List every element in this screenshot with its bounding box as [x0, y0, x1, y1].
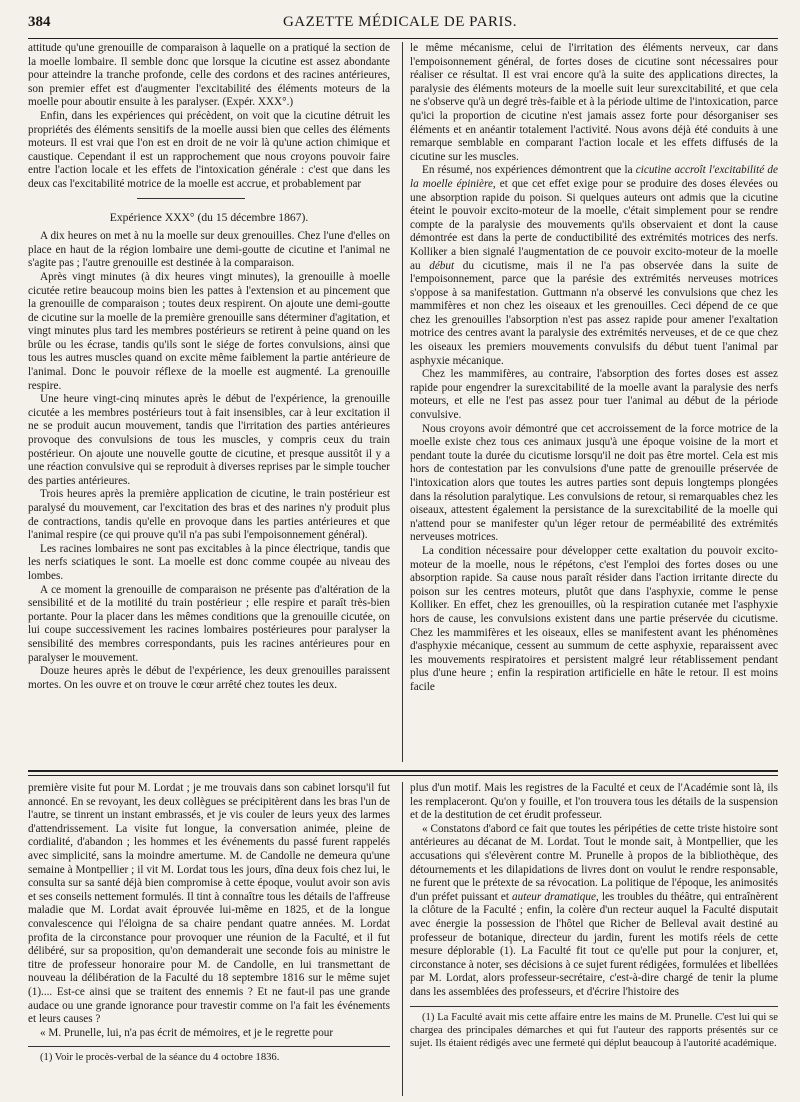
top-left-column [28, 42, 390, 762]
column-rule [402, 42, 403, 762]
paragraph: première visite fut pour M. Lordat ; je me trouvais dans son cabinet lorsqu'il fut annoncé. En se revoyant, les deux collègues se précipitèrent dans les bras l'un de l'autre, se tinrent un instant embrassés, et je vis couler de leurs yeux des larmes d'attendrissement. La visite fut longue, la conversation animée, pleine de cordialité, d'abandon ; les hommes et les événements du passé furent rappelés avec simplicité, sans la moindre amertume. M. de Candolle ne demeura qu'une semaine à Montpellier ; il vit M. Lordat tous les jours, dîna deux fois chez lui, le consulta sur sa santé déjà bien compromise à cette époque, voulut avoir son avis et ses conseils nettement formulés. Il tint à connaître tous les détails de l'affreuse maladie que M. Lordat avait éprouvée lui-même en 1825, et de la longue convalescence qui l'éloigna de sa chaire pendant quatre années. M. Lordat profita de la circonstance pour provoquer une réunion de la Faculté, et il fut délibéré, sur sa proposition, qu'on demanderait une seconde fois au ministre le titre de professeur honoraire pour M. de Candolle, en lui transmettant de nouveau la délibération de la Faculté du 18 septembre 1816 sur le même sujet (1).... Est-ce ainsi que se traitent des ennemis ? Et ne faut-il pas une grande audace ou une grande ignorance pour travestir comme on l'a fait les événements et leurs causes ? [28, 782, 390, 1026]
page-header [28, 14, 772, 36]
paragraph [410, 823, 778, 1000]
paragraph: Une heure vingt-cinq minutes après le début de l'expérience, la grenouille cicutée a les membres postérieurs tout à fait insensibles, car à leur excitation il ne se produit aucun mouvement, tandis que l'irritation des parties antérieures provoque des convulsions de tous les muscles, y compris ceux du train postérieur. On ajoute une nouvelle goutte de cicutine, et presque aussitôt il y a une réaction convulsive qui se reproduit à diverses reprises par le simple toucher des parties antérieures. [28, 393, 390, 487]
footnote: (1) La Faculté avait mis cette affaire entre les mains de M. Prunelle. C'est lui qui se chargea des principales démarches et qui fut l'auteur des rapports présentés sur ce sujet. Ils étaient rédigés avec une fermeté qui déplut beaucoup à l'autorité académique. [410, 1011, 778, 1049]
footnote: (1) Voir le procès-verbal de la séance du 4 octobre 1836. [40, 1052, 280, 1064]
paragraph: La condition nécessaire pour développer cette exaltation du pouvoir excito-moteur de la moelle, nous le répétons, c'est l'emploi des fortes doses ou une absorption rapide. Sa cause nous paraît résider dans l'action irritante directe du poison sur les centres moteurs, plutôt que dans l'asphyxie, comme le pense Kolliker. En effet, chez les grenouilles, où la respiration cutanée met l'asphyxie hors de cause, les convulsions existent dans une partie préservée du cicutisme. Chez les mammifères et les oiseaux, elles se manifestent avant les phénomènes d'asphyxie mécanique, cessent au summum de cette asphyxie, reparaissent avec les mouvements respiratoires et persistent malgré leur rétablissement pendant plus d'une heure ; enfin la respiration artificielle en hâte le retour. Il est moins facile [410, 544, 778, 693]
page-number: 384 [28, 14, 51, 30]
emphasis: cicutine accroît l'excitabilité de la moelle épinière [410, 164, 778, 190]
footnote-rule [410, 1006, 778, 1007]
text-run: , les troubles du théâtre, qui entraînèrent la clôture de la Faculté ; enfin, la colère d'un recteur auquel la Faculté disputait avec énergie la possession de l'hôtel que Richer de Belleval avait destiné au professeur de botanique, directeur du jardin, furent les motifs réels de cette mesure déplorable (1). La Faculté fit tout ce qu'elle put pour la conjurer, et, circonstance à noter, ses décisions à ce sujet furent rédigées, formulées et libellées par M. Lordat, alors professeur-secrétaire, c'est-à-dire chargé de tenir la plume dans les assemblées des professeurs, et d'écrire l'histoire des [410, 890, 778, 998]
section-divider [137, 198, 246, 199]
paragraph: Enfin, dans les expériences qui précèdent, on voit que la cicutine détruit les propriétés des éléments sensitifs de la moelle aussi bien que celles des éléments moteurs. Il est vrai que l'on est en droit de ne voir là qu'une action chimique et caustique. Cependant il est un rapprochement que nous croyons pouvoir faire entre l'action locale et les effets de l'intoxication générale : c'est que dans les deux cas l'excitabilité motrice de la moelle est accrue, et probablement par [28, 109, 390, 190]
paragraph: Après vingt minutes (à dix heures vingt minutes), la grenouille à moelle cicutée retire beaucoup moins bien les pattes à l'extension et au pincement que la grenouille de comparaison ; toutes deux respirent. On ajoute une demi-goutte de cicutine sur la moelle de la première grenouille sans déterminer d'agitation, et vingt minutes plus tard les membres postérieurs se retirent à peine quand on les brûle ou les écrase, tandis qu'ils sont le siége de fortes convulsions, ainsi que tous les autres muscles quand on excite même faiblement la partie antérieure de l'animal. Donc le pouvoir réflexe de la moelle est augmenté. La grenouille respire. [28, 270, 390, 392]
experiment-heading: Expérience XXX° (du 15 décembre 1867). [109, 210, 309, 224]
text-run: du cicutisme, mais il ne l'a pas observée dans la suite de l'empoisonnement, parce que la parésie des extrémités nerveuses motrices s'oppose à sa manifestation. Guttmann n'a observé les convulsions que chez les mammifères et non chez les oiseaux et les grenouilles. Ceci dépend de ce que chez les grenouilles l'absorption n'est pas assez rapide pour amener l'exaltation motrice des centres avant la paralysie des extrémités nerveuses, et de ce que chez les oiseaux les premiers mouvements convulsifs du début tuent l'animal par asphyxie mécanique. [410, 259, 778, 367]
paragraph: Douze heures après le début de l'expérience, les deux grenouilles paraissent mortes. On les ouvre et on trouve le cœur arrêté chez toutes les deux. [28, 665, 390, 691]
paragraph [410, 164, 778, 368]
emphasis: auteur dramatique [512, 890, 596, 903]
bottom-left-column [28, 782, 390, 1096]
text-run: En résumé, nos expériences démontrent que la [422, 164, 636, 177]
paragraph: A ce moment la grenouille de comparaison ne présente pas d'altération de la sensibilité et de la motilité du train postérieur ; elle respire et paraît très-bien portante. Pour la placer dans les mêmes conditions que la grenouille cicutée, on lui coupe successivement les racines lombaires postérieures pour paralyser la sensibilité des membres correspondants, puis les racines antérieures pour en paralyser le mouvement. [28, 583, 390, 664]
paragraph: Nous croyons avoir démontré que cet accroissement de la force motrice de la moelle existe chez tous ces animaux jusqu'à une époque voisine de la mort et pendant toute la durée du cicutisme lorsqu'il ne doit pas être mortel. Cela est mis hors de contestation par les convulsions d'une patte de grenouille préservée de l'intoxication alors que toutes les autres parties sont depuis longtemps plongées dans la résolution paralytique. Les convulsions de retour, si remarquables chez les oiseaux, attestent également la persistance de la surexcitabilité de la moelle qui n'attend pour se manifester qu'un léger retour de perméabilité des extrémités nerveuses motrices. [410, 422, 778, 544]
paragraph: A dix heures on met à nu la moelle sur deux grenouilles. Chez l'une d'elles on place en haut de la région lombaire une demi-goutte de cicutine et l'animal ne s'agite pas ; l'autre grenouille est destinée à la comparaison. [28, 230, 390, 270]
paragraph: Chez les mammifères, au contraire, l'absorption des fortes doses est assez rapide pour engendrer la surexcitabilité de la moelle avant la paralysie des nerfs moteurs, et elle ne l'est pas assez pour tuer l'animal au début de la période convulsive. [410, 368, 778, 422]
section-rule [28, 775, 778, 776]
paragraph: Trois heures après la première application de cicutine, le train postérieur est paralysé du mouvement, car l'excitation des bras et des narines n'y produit plus de contractions, tandis qu'elle en provoque dans les parties antérieures et que l'animal respire (ce qui prouve qu'il n'a pas subi l'empoisonnement général). [28, 488, 390, 542]
text-run: , et que cet effet exige pour se produire des doses élevées ou une absorption rapide du poison. Si quelques auteurs ont admis que la cicutine éteint le pouvoir excito-moteur de la moelle, c'était simplement pour se rendre compte de la paralysie des mouvements qu'ils observaient et dont la cause démontrée est dans la perte de conductibilité des extrémités motrices des nerfs. Kolliker a bien signalé l'augmentation de ce pouvoir excito-moteur de la moelle au [410, 177, 778, 272]
paragraph: « M. Prunelle, lui, n'a pas écrit de mémoires, et je le regrette pour [40, 1026, 334, 1039]
journal-title: GAZETTE MÉDICALE DE PARIS. [282, 14, 518, 30]
paragraph: le même mécanisme, celui de l'irritation des éléments nerveux, car dans l'empoisonnement général, de fortes doses de cicutine sont nécessaires pour réaliser ce résultat. Il est vrai encore qu'à la suite des applications directes, la paralysie des éléments moteurs de la moelle suit leur surexcitabilité, et que cela ne s'observe qu'à un degré très-faible et à la période ultime de l'intoxication, parce qu'ici la proportion de cicutine n'est jamais assez forte pour désorganiser ses éléments et en anéantir totalement l'activité. Nous avons déjà été conduits à une remarque semblable en comparant l'action locale et les effets diffusés de la cicutine sur les muscles. [410, 42, 778, 163]
paragraph: attitude qu'une grenouille de comparaison à laquelle on a pratiqué la section de la moelle lombaire. Il semble donc que lorsque la cicutine est assez abondante pour atteindre la tranche profonde, celle des cordons et des racines antérieures, son premier effet est d'augmenter l'excitabilité des éléments moteurs de la moelle pour aboutir ensuite à les paralyser. (Expér. XXX°.) [28, 42, 390, 109]
paragraph: plus d'un motif. Mais les registres de la Faculté et ceux de l'Académie sont là, ils les remplaceront. Qu'on y fouille, et l'on trouvera tous les détails de la suspension et de la destitution de cet érudit professeur. [410, 782, 778, 822]
section-rule [28, 770, 778, 772]
paragraph: Les racines lombaires ne sont pas excitables à la pince électrique, tandis que les nerfs sciatiques le sont. La moelle est donc comme coupée au niveau des lombes. [28, 542, 390, 582]
column-rule [402, 782, 403, 1096]
header-rule [28, 38, 778, 39]
top-right-column [410, 42, 778, 762]
emphasis: début [429, 259, 455, 272]
text-run: « Constatons d'abord ce fait que toutes les péripéties de cette triste histoire sont antérieures au décanat de M. Lordat. Tout le monde sait, à Montpellier, que les accusations qui s'élevèrent contre M. Prunelle à propos de la bibliothèque, des détournements et les dilapidations de livres dont on voulut le rendre responsable, ne furent que le prétexte de sa révocation. La politique de l'époque, les animosités d'un préfet puissant et [410, 822, 778, 903]
bottom-right-column [410, 782, 778, 1096]
footnote-rule [28, 1046, 390, 1047]
